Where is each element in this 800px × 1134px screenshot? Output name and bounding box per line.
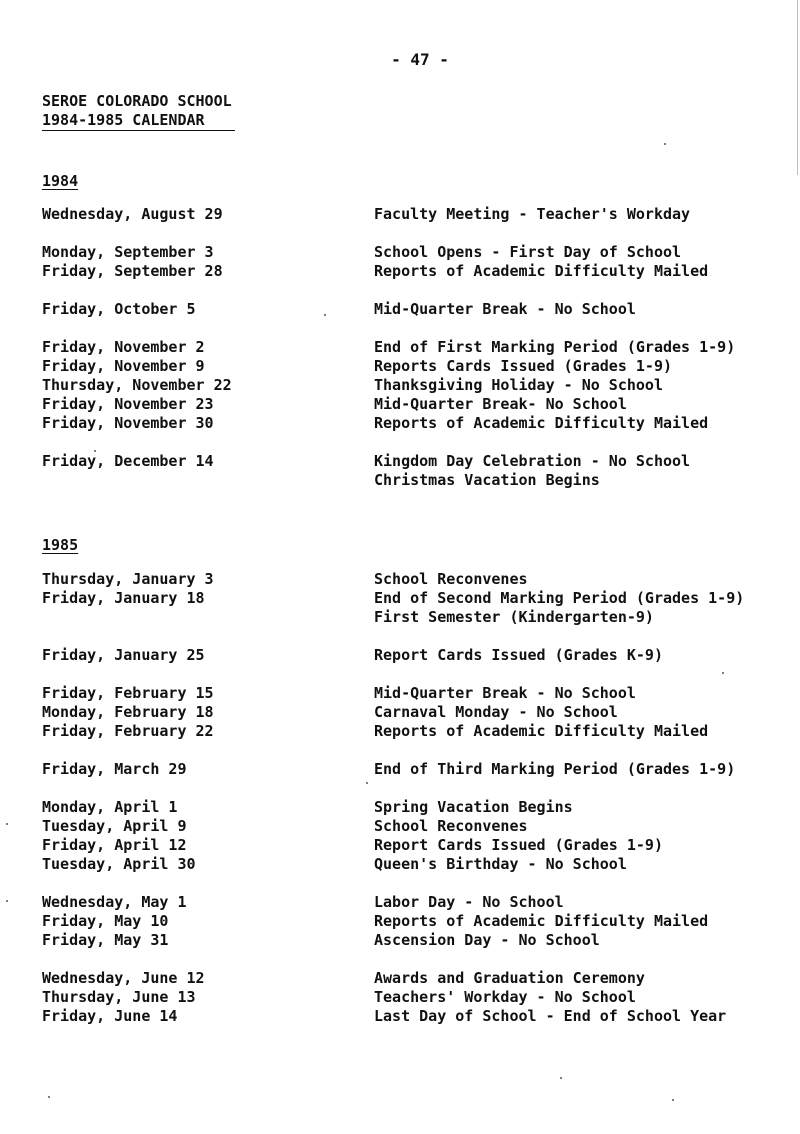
entry-date: Monday, September 3 (42, 243, 214, 261)
entry-event: First Semester (Kindergarten-9) (374, 608, 654, 626)
entry-event: Reports Cards Issued (Grades 1-9) (374, 357, 673, 375)
entry-event: Report Cards Issued (Grades K-9) (374, 646, 663, 664)
entry-event: End of Second Marking Period (Grades 1-9) (374, 589, 745, 607)
entry-event: Reports of Academic Difficulty Mailed (374, 262, 709, 280)
entry-date: Friday, February 22 (42, 722, 214, 740)
entry-event: Last Day of School - End of School Year (374, 1007, 727, 1025)
entry-date: Thursday, June 13 (42, 988, 196, 1006)
entry-event: Thanksgiving Holiday - No School (374, 376, 663, 394)
entry-event: End of Third Marking Period (Grades 1-9) (374, 760, 736, 778)
entry-event: Report Cards Issued (Grades 1-9) (374, 836, 663, 854)
scan-speck (664, 143, 666, 145)
page-number: - 47 - (391, 50, 449, 69)
entry-date: Friday, March 29 (42, 760, 187, 778)
scan-speck (94, 450, 96, 452)
calendar-header (42, 92, 235, 131)
calendar-title: 1984-1985 CALENDAR (42, 111, 235, 131)
scan-speck (366, 782, 368, 784)
scan-speck (6, 823, 8, 825)
entry-date: Tuesday, April 30 (42, 855, 196, 873)
entry-event: Spring Vacation Begins (374, 798, 573, 816)
entry-event: Teachers' Workday - No School (374, 988, 636, 1006)
entry-date: Friday, December 14 (42, 452, 214, 470)
entry-event: Reports of Academic Difficulty Mailed (374, 722, 709, 740)
scan-speck (48, 1096, 50, 1098)
entry-event: School Reconvenes (374, 570, 528, 588)
entry-date: Friday, January 18 (42, 589, 205, 607)
entry-event: Kingdom Day Celebration - No School (374, 452, 691, 470)
entry-date: Friday, May 10 (42, 912, 169, 930)
entry-date: Friday, November 9 (42, 357, 205, 375)
entry-date: Friday, February 15 (42, 684, 214, 702)
entry-date: Monday, February 18 (42, 703, 214, 721)
entry-date: Friday, November 23 (42, 395, 214, 413)
entry-event: Queen's Birthday - No School (374, 855, 627, 873)
entry-event: Reports of Academic Difficulty Mailed (374, 414, 709, 432)
entry-date: Wednesday, June 12 (42, 969, 205, 987)
entry-event: Reports of Academic Difficulty Mailed (374, 912, 709, 930)
entry-date: Friday, April 12 (42, 836, 187, 854)
scan-speck (324, 314, 326, 316)
scan-page-edge (797, 0, 798, 175)
entry-event: Carnaval Monday - No School (374, 703, 618, 721)
scan-speck (6, 900, 8, 902)
entry-date: Tuesday, April 9 (42, 817, 187, 835)
entry-date: Friday, November 30 (42, 414, 214, 432)
scan-speck (672, 1099, 674, 1101)
entry-date: Thursday, November 22 (42, 376, 232, 394)
school-name: SEROE COLORADO SCHOOL (42, 92, 232, 110)
entry-event: Mid-Quarter Break - No School (374, 684, 636, 702)
entry-date: Friday, January 25 (42, 646, 205, 664)
entry-date: Friday, October 5 (42, 300, 196, 318)
scan-speck (560, 1077, 562, 1079)
entry-event: Faculty Meeting - Teacher's Workday (374, 205, 691, 223)
entry-event: Mid-Quarter Break - No School (374, 300, 636, 318)
entry-date: Wednesday, May 1 (42, 893, 187, 911)
year-heading: 1984 (42, 172, 79, 190)
entry-event: Mid-Quarter Break- No School (374, 395, 627, 413)
entry-event: Labor Day - No School (374, 893, 564, 911)
entry-event: Ascension Day - No School (374, 931, 600, 949)
entry-event: End of First Marking Period (Grades 1-9) (374, 338, 736, 356)
entry-event: School Opens - First Day of School (374, 243, 682, 261)
entry-event: Awards and Graduation Ceremony (374, 969, 645, 987)
entry-date: Friday, September 28 (42, 262, 223, 280)
entry-date: Friday, May 31 (42, 931, 169, 949)
entry-date: Wednesday, August 29 (42, 205, 223, 223)
scan-speck (722, 672, 724, 674)
year-heading: 1985 (42, 536, 79, 554)
entry-date: Monday, April 1 (42, 798, 178, 816)
entry-date: Thursday, January 3 (42, 570, 214, 588)
entry-event: School Reconvenes (374, 817, 528, 835)
entry-date: Friday, June 14 (42, 1007, 178, 1025)
entry-event: Christmas Vacation Begins (374, 471, 600, 489)
entry-date: Friday, November 2 (42, 338, 205, 356)
